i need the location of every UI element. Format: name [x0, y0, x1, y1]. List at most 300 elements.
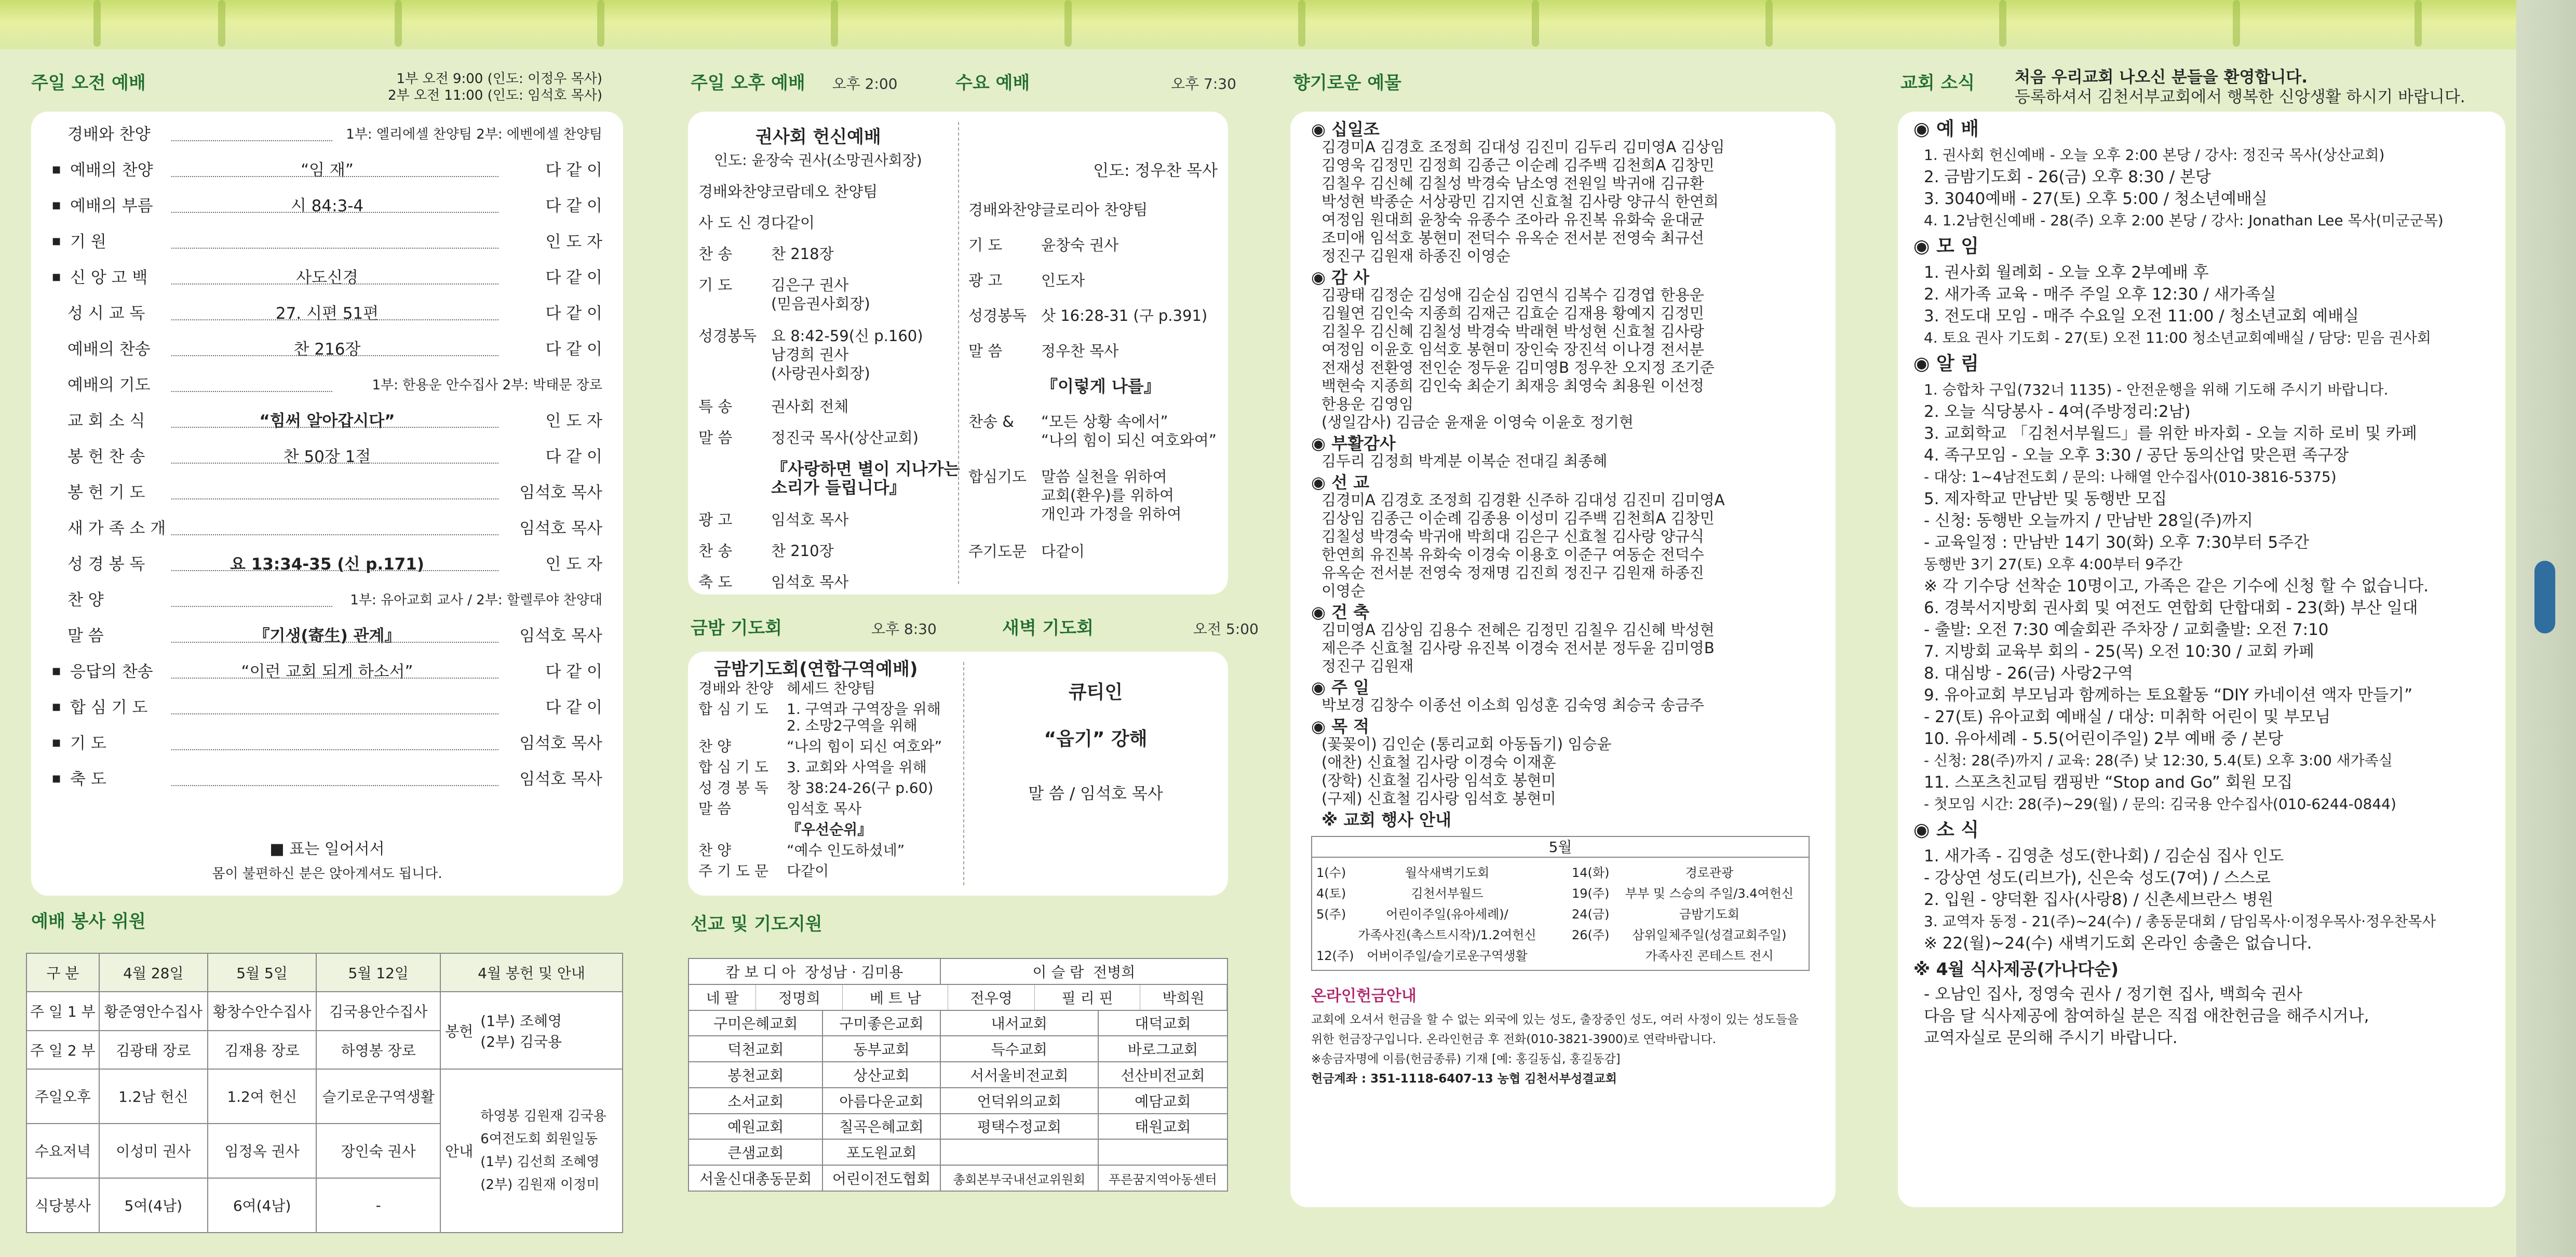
am-row-person: 다 같 이 [545, 448, 602, 466]
friday-row-value: 2. 소망2구역을 위해 [787, 717, 918, 734]
news-item: 6. 경북서지방회 권사회 및 여전도 연합회 단합대회 - 23(화) 부산 일대 [1924, 599, 2418, 617]
service-cell: 주 일 2 부 [26, 1031, 99, 1069]
offering-names: 백현숙 지종희 김인숙 최순기 최재응 최영숙 최용원 이선정 [1321, 377, 1704, 395]
offering-names: 전재성 전환영 전인순 정두윤 김미영B 정우찬 오지정 조기준 [1321, 359, 1715, 376]
events-table [1311, 836, 1810, 971]
friday-card-title: 금밤기도회(연합구역예배) [714, 659, 918, 680]
am-row-person: 다 같 이 [545, 698, 602, 717]
news-item: 1. 새가족 - 김영춘 성도(한나회) / 김순심 집사 인도 [1924, 847, 2284, 866]
wed-row-value: 인도자 [1041, 272, 1085, 289]
service-committee-title: 예배 봉사 위원 [31, 911, 146, 932]
friday-row-label: 성 경 봉 독 [698, 779, 768, 796]
event-name: 월삭새벽기도회 [1405, 866, 1490, 880]
offering-group-title: ◉ 부활감사 [1311, 434, 1396, 453]
dawn-title: 새벽 기도회 오전 5:00 [1002, 618, 1259, 639]
wed-row-value: 삿 16:28-31 (구 p.391) [1041, 307, 1208, 325]
am-row-label: 봉 헌 기 도 [68, 483, 145, 502]
wed-row-value: 글로리아 찬양팀 [1041, 201, 1148, 219]
news-item: 2. 새가족 교육 - 매주 주일 오후 12:30 / 새가족실 [1924, 285, 2276, 304]
dotted-leader [171, 606, 332, 607]
service-header: 5월 5일 [208, 953, 316, 992]
event-name: 김천서부월드 [1411, 886, 1483, 901]
friday-row-label: 합 심 기 도 [698, 700, 768, 718]
offering-names: 김미영A 김상임 김용수 전혜은 김정민 김칠우 김신혜 박성현 [1321, 621, 1715, 639]
mission-cell: 전병희 [1093, 963, 1136, 981]
wed-row-label: 찬송 & [968, 413, 1014, 430]
pm-leader: 인도: 윤장숙 권사(소망권사회장) [714, 152, 922, 169]
wed-row-label: 말 씀 [968, 342, 1003, 360]
dotted-leader [171, 248, 498, 249]
pm-row-value: (믿음권사회장) [771, 295, 870, 313]
mission-cell: 상산교회 [822, 1062, 940, 1088]
dawn-subject: “읍기” 강해 [1044, 728, 1148, 750]
wednesday-title: 수요 예배 오후 7:30 [955, 73, 1236, 93]
am-row-person: 임석호 목사 [519, 734, 602, 753]
mission-cell: 동부교회 [822, 1036, 940, 1062]
offering-names: 유옥순 전서분 전영숙 정재명 김진희 정진구 김원재 하종진 [1321, 564, 1704, 582]
am-row-person: 1부: 엘리에셀 찬양팀 2부: 에벤에셀 찬양팀 [346, 127, 602, 142]
news-item: - 27(토) 유아교회 예배실 / 대상: 미취학 어린이 및 부모님 [1924, 708, 2331, 726]
online-text: 헌금계좌 : 351-1118-6407-13 농협 김천서부성결교회 [1311, 1072, 1617, 1086]
news-section-title: ◉ 소 식 [1913, 819, 1979, 841]
news-item: 10. 유아세례 - 5.5(어린이주일) 2부 예배 중 / 본당 [1924, 729, 2284, 748]
pm-row-value: 임석호 목사 [771, 511, 849, 529]
pm-row-value: 요 8:42-59(신 p.160) [771, 327, 923, 345]
news-item: 동행반 3기 27(토) 오후 4:00부터 9주간 [1924, 556, 2183, 573]
news-item: 3. 전도대 모임 - 매주 수요일 오전 11:00 / 청소년교회 예배실 [1924, 307, 2359, 326]
dotted-leader [171, 391, 332, 392]
am-row-label: ■ 축 도 [52, 769, 106, 792]
divider [958, 122, 959, 584]
service-header: 4월 28일 [99, 953, 208, 992]
mission-cell: 선산비전교회 [1098, 1062, 1228, 1088]
mission-cell: 아름다운교회 [822, 1088, 940, 1114]
event-name: 어버이주일/슬기로운구역생활 [1367, 949, 1528, 963]
service-header: 4월 봉헌 및 안내 [440, 953, 623, 992]
am-row-item: 사도신경 [296, 268, 358, 287]
pm-row-value: 코람데오 찬양팀 [771, 183, 878, 200]
am-row-person: 임석호 목사 [519, 627, 602, 645]
offering-names: 한연희 유진복 유화숙 이경숙 이용호 이준구 여동순 전덕수 [1321, 546, 1704, 563]
am-row-item: 시 84:3-4 [290, 197, 364, 215]
event-date: 24(금) [1572, 907, 1610, 922]
news-item: 2. 오늘 식당봉사 - 4여(주방정리:2남) [1924, 402, 2191, 421]
offering-names: (구제) 신효철 김사랑 임석호 봉현미 [1321, 790, 1556, 807]
mission-cell: 베 트 남 [843, 985, 948, 1010]
online-text: ※송금자명에 이름(헌금종류) 기재 [예: 홍길동십, 홍길동감] [1311, 1052, 1621, 1066]
am-row-person: 인 도 자 [545, 233, 602, 251]
wed-row-label: 기 도 [968, 236, 1003, 254]
am-row-label: ■ 응답의 찬송 [52, 662, 153, 684]
mission-cell: 이 슬 람 [1032, 963, 1084, 981]
am-row-item: “힘써 알아갑시다” [259, 412, 395, 430]
guide-label: 안내 [445, 1143, 474, 1160]
offering-names: 김두리 김정희 박계분 이복순 전대길 최종혜 [1321, 452, 1608, 470]
pm-row-value: 찬 210장 [771, 542, 834, 560]
am-row-label: ■ 예배의 찬양 [52, 160, 153, 183]
am-row-label: 새 가 족 소 개 [68, 519, 166, 538]
news-item: - 교육일정 : 만남반 14기 30(화) 오후 7:30부터 5주간 [1924, 533, 2310, 552]
news-title: 교회 소식 [1900, 73, 1975, 93]
offering-group-title: ◉ 주 일 [1311, 678, 1370, 697]
event-date: 26(주) [1572, 928, 1610, 942]
mission-cell: 대덕교회 [1098, 1010, 1228, 1036]
offering-label: 봉헌 [445, 1022, 474, 1040]
pm-row-label: 광 고 [698, 511, 733, 529]
am-row-person: 임석호 목사 [519, 770, 602, 789]
service-cell: - [316, 1178, 440, 1233]
offering-names: 한용운 김영임 [1321, 395, 1414, 413]
sunday-am-time1: 1부 오전 9:00 (인도: 이정우 목사) [396, 71, 602, 87]
sunday-pm-title: 주일 오후 예배 오후 2:00 [691, 73, 898, 93]
offering-names: 김경미A 김경호 조정희 김대성 김진미 김두리 김미영A 김상임 [1321, 138, 1725, 156]
news-item: - 첫모임 시간: 28(주)~29(월) / 문의: 김국용 안수집사(010-6244-0844) [1924, 795, 2396, 813]
friday-row-value: 창 38:24-26(구 p.60) [787, 779, 934, 796]
am-row-person: 임석호 목사 [519, 483, 602, 502]
dotted-leader [171, 319, 498, 320]
mission-cell: 바로그교회 [1098, 1036, 1228, 1062]
service-cell: 슬기로운구역생활 [316, 1069, 440, 1124]
wed-row-label: 경배와찬양 [968, 201, 1042, 219]
offering-names: 제은주 신효철 김사랑 유진복 이경숙 전서분 정두윤 김미영B [1321, 639, 1715, 657]
service-cell: 김재용 장로 [208, 1031, 316, 1069]
guide-4: (2부) 김원재 이정미 [480, 1177, 600, 1193]
am-row-person: 다 같 이 [545, 663, 602, 681]
am-row-item: 『기생(寄生) 관계』 [253, 627, 401, 645]
service-cell: 식당봉사 [26, 1178, 99, 1233]
service-cell: 이성미 권사 [99, 1124, 208, 1178]
news-item: 4. 토요 권사 기도회 - 27(토) 오전 11:00 청소년교회예배실 / 담당: 믿음 권사회 [1924, 329, 2431, 346]
dotted-leader [171, 463, 498, 464]
am-row-person: 1부: 한용운 안수집사 2부: 박태문 장로 [372, 377, 602, 393]
sunday-am-time2: 2부 오전 11:00 (인도: 임석호 목사) [387, 88, 602, 103]
news-item: 9. 유아교회 부모님과 함께하는 토요활동 “DIY 카네이션 액자 만들기” [1924, 686, 2413, 705]
wed-row-value: 다같이 [1041, 543, 1085, 560]
news-item: 2. 금밤기도회 - 26(금) 오후 8:30 / 본당 [1924, 168, 2211, 186]
offering-names: (애찬) 신효철 김사랑 이경숙 이재훈 [1321, 753, 1556, 771]
mission-table [688, 958, 1228, 1192]
service-cell: 황창수안수집사 [208, 992, 316, 1030]
news-item: - 출발: 오전 7:30 예술회관 주차장 / 교회출발: 오전 7:10 [1924, 620, 2329, 639]
friday-row-label: 찬 양 [698, 738, 731, 755]
offering-2: (2부) 김국용 [480, 1033, 562, 1050]
meal-title: ※ 4월 식사제공(가나다순) [1913, 959, 2119, 979]
news-item: 1. 권사회 헌신예배 - 오늘 오후 2:00 본당 / 강사: 정진국 목사(상산교회) [1924, 146, 2385, 164]
mission-cell: 장성남 · 김미용 [805, 963, 903, 981]
news-item: 2. 입원 - 양덕환 집사(사랑8) / 신촌세브란스 병원 [1924, 890, 2274, 909]
wed-row-value: “나의 힘이 되신 여호와여” [1041, 431, 1217, 449]
pm-row-value: 다같이 [771, 214, 815, 232]
service-cell: 5여(4남) [99, 1178, 208, 1233]
wed-row-value: 개인과 가정을 위하여 [1041, 505, 1182, 523]
event-name: 부부 및 스승의 주일/3.4여헌신 [1625, 886, 1794, 901]
friday-row-value: 헤세드 찬양팀 [787, 680, 876, 697]
news-item: 1. 승합차 구입(732너 1135) - 안전운행을 위해 기도해 주시기 바랍니다. [1924, 381, 2389, 398]
pm-card-title: 권사회 헌신예배 [756, 127, 881, 147]
dotted-leader [171, 212, 498, 213]
friday-row-value: “나의 힘이 되신 여호와” [787, 738, 942, 755]
top-banner [0, 0, 2576, 49]
am-row-item: “이런 교회 되게 하소서” [241, 663, 413, 681]
mission-cell: 푸른꿈지역아동센터 [1098, 1165, 1228, 1191]
pm-row-label: 찬 송 [698, 542, 733, 560]
news-item: 교역자실로 문의해 주시기 바랍니다. [1924, 1029, 2178, 1047]
offering-names: 박성현 박종순 서상광민 김지연 신효철 김사랑 양규식 한연희 [1321, 193, 1719, 210]
am-row-person: 1부: 유아교회 교사 / 2부: 할렐루야 찬양대 [350, 592, 602, 608]
mission-cell: 평택수정교회 [940, 1114, 1098, 1140]
mission-cell: 언덕위의교회 [940, 1088, 1098, 1114]
online-text: 교회에 오셔서 헌금을 할 수 없는 외국에 있는 성도, 출장중인 성도, 여러 사정이 있는 성도들을 [1311, 1013, 1799, 1026]
event-name: 가족사진 콘테스트 전시 [1645, 949, 1774, 963]
mission-cell: 득수교회 [940, 1036, 1098, 1062]
event-name: 경로관광 [1685, 866, 1734, 880]
pm-row-value: 김은구 권사 [771, 276, 849, 294]
friday-row-value: 『우선순위』 [787, 821, 872, 838]
friday-row-label: 주 기 도 문 [698, 862, 768, 880]
am-row-label: 예배의 기도 [68, 376, 151, 395]
offerings-card [1290, 112, 1836, 1207]
friday-row-value: 임석호 목사 [787, 800, 862, 817]
church-logo-icon [2534, 561, 2555, 633]
wed-row-label: 주기도문 [968, 543, 1027, 560]
am-row-person: 다 같 이 [545, 304, 602, 323]
offering-group-title: ◉ 건 축 [1311, 602, 1370, 622]
dotted-leader [171, 785, 498, 786]
news-item: ※ 22(월)~24(수) 새벽기도회 온라인 송출은 없습니다. [1924, 934, 2312, 953]
am-row-person: 다 같 이 [545, 340, 602, 359]
news-item: 다음 달 식사제공에 참여하실 분은 직접 애찬헌금을 해주시거나, [1924, 1007, 2369, 1025]
pm-row-label: 특 송 [698, 398, 733, 415]
mission-cell: 네 팔 [689, 985, 756, 1010]
wed-row-value: 교회(환우)를 위하여 [1041, 486, 1174, 504]
service-header: 구 분 [26, 953, 99, 992]
friday-row-value: 1. 구역과 구역장을 위해 [787, 700, 941, 718]
service-committee-table [26, 953, 623, 1233]
dotted-leader [171, 140, 332, 141]
guide-3: (1부) 김선희 조혜영 [480, 1154, 600, 1170]
am-row-person: 인 도 자 [545, 412, 602, 430]
offering-names: 김월연 김인숙 지종희 김재근 김효순 김재용 황예지 김정민 [1321, 304, 1704, 322]
am-row-item: “임 재” [301, 161, 354, 180]
online-title: 온라인헌금안내 [1311, 987, 1417, 1005]
news-item: 11. 스포츠친교팀 캠핑반 “Stop and Go” 회원 모집 [1924, 773, 2293, 792]
pm-row-value: 남경희 권사 [771, 346, 849, 363]
offering-1: (1부) 조혜영 [480, 1012, 562, 1030]
news-item: 7. 지방회 교육부 회의 - 25(목) 오전 10:30 / 교회 카페 [1924, 642, 2314, 661]
service-cell: 김국용안수집사 [316, 992, 440, 1030]
offering-names: 정진구 김원재 하종진 이영순 [1321, 247, 1510, 265]
service-cell: 주 일 1 부 [26, 992, 99, 1030]
friday-row-label: 경배와 찬양 [698, 680, 774, 697]
sunday-am-order-card [31, 112, 623, 896]
news-item: 1. 권사회 월례회 - 오늘 오후 2부예배 후 [1924, 263, 2209, 282]
pm-row-label: 성경봉독 [698, 327, 757, 345]
am-row-person: 다 같 이 [545, 161, 602, 180]
offering-names: 조미애 임석호 봉현미 전덕수 유옥순 전서분 전영숙 최규선 [1321, 229, 1704, 247]
event-name: 금밤기도회 [1679, 907, 1739, 922]
friday-title: 금밤 기도회 오후 8:30 [691, 618, 937, 639]
offering-group-title: ◉ 목 적 [1311, 717, 1370, 736]
am-row-label: 말 씀 [68, 627, 104, 645]
am-row-person: 다 같 이 [545, 197, 602, 215]
am-row-label: ■ 합 심 기 도 [52, 698, 147, 720]
dotted-leader [171, 498, 498, 499]
dotted-leader [171, 749, 498, 750]
news-section-title: ◉ 예 배 [1913, 118, 1979, 140]
news-item: 3. 3040예배 - 27(토) 오후 5:00 / 청소년예배실 [1924, 190, 2268, 208]
pm-row-label: 찬 송 [698, 245, 733, 263]
mission-cell [940, 1139, 1098, 1165]
service-cell: 수요저녁 [26, 1124, 99, 1178]
sunday-am-section [31, 67, 623, 103]
service-header: 5월 12일 [316, 953, 440, 992]
wed-row-label: 광 고 [968, 272, 1003, 289]
news-item: 4. 1.2남헌신예배 - 28(주) 오후 2:00 본당 / 강사: Jonathan Lee 목사(미군군목) [1924, 212, 2444, 229]
mission-cell: 필 리 핀 [1035, 985, 1140, 1010]
pm-row-value: (사랑권사회장) [771, 364, 870, 382]
offerings-title: 향기로운 예물 [1293, 73, 1401, 93]
service-cell: 주일오후 [26, 1069, 99, 1124]
event-name: 삼위일체주일(성결교회주일) [1632, 928, 1787, 942]
offering-names: 김경미A 김경호 조정희 김경환 신주하 김대성 김진미 김미영A [1321, 491, 1725, 509]
news-card [1898, 112, 2505, 1207]
news-item: 5. 제자학교 만남반 및 동행반 모집 [1924, 490, 2167, 508]
mission-cell: 서울신대총동문회 [689, 1165, 822, 1191]
am-row-label: 성 경 봉 독 [68, 555, 145, 574]
right-edge-strip [2516, 0, 2576, 1257]
event-date: 4(토) [1316, 886, 1346, 901]
am-row-label: 예배의 찬송 [68, 340, 151, 359]
event-date: 1(수) [1316, 866, 1346, 880]
wed-row-label: 성경봉독 [968, 307, 1027, 325]
am-row-label: 찬 양 [68, 591, 104, 610]
dotted-leader [171, 355, 498, 356]
friday-row-label: 찬 양 [698, 842, 731, 859]
welcome-line: 처음 우리교회 나오신 분들을 환영합니다. [2015, 68, 2308, 87]
friday-dawn-card [688, 652, 1228, 896]
service-cell: 1.2여 헌신 [208, 1069, 316, 1124]
event-date: 5(주) [1316, 907, 1346, 922]
news-item: ※ 각 기수당 선착순 10명이고, 가족은 같은 기수에 신청 할 수 없습니다. [1924, 577, 2429, 596]
mission-cell: 구미좋은교회 [822, 1010, 940, 1036]
am-row-label: ■ 기 원 [52, 232, 106, 254]
dawn-title-text: 큐티인 [1068, 682, 1123, 703]
pm-row-value: 찬 218장 [771, 245, 834, 263]
am-row-item: 27. 시편 51편 [275, 304, 379, 323]
offering-names: 정진구 김원재 [1321, 657, 1414, 675]
mission-cell: 덕천교회 [689, 1036, 822, 1062]
friday-row-value: 다같이 [787, 862, 829, 880]
news-item: 8. 대심방 - 26(금) 사랑2구역 [1924, 664, 2134, 683]
service-cell: 6여(4남) [208, 1178, 316, 1233]
mission-cell: 칠곡은혜교회 [822, 1114, 940, 1140]
news-item: 3. 교역자 동정 - 21(주)~24(수) / 총동문대회 / 담임목사·이정우목사·정우찬목사 [1924, 913, 2436, 930]
offering-names: (장학) 신효철 김사랑 임석호 봉현미 [1321, 772, 1556, 789]
seated-note: 몸이 불편하신 분은 앉아계셔도 됩니다. [212, 866, 442, 882]
wed-row-value: 『이렇게 나를』 [1041, 376, 1161, 396]
am-row-label: 성 시 교 독 [68, 304, 145, 323]
mission-cell: 구미은혜교회 [689, 1010, 822, 1036]
am-row-label: 경배와 찬양 [68, 125, 151, 144]
news-section-title: ◉ 모 임 [1913, 236, 1979, 257]
dotted-leader [171, 713, 498, 714]
am-row-label: ■ 예배의 부름 [52, 196, 153, 219]
news-item: 3. 교회학교 「김천서부월드」를 위한 바자회 - 오늘 지하 로비 및 카페 [1924, 424, 2417, 443]
mission-cell: 큰샘교회 [689, 1139, 822, 1165]
offering-group-title: ◉ 십일조 [1311, 119, 1380, 139]
dotted-leader [171, 642, 498, 643]
service-cell: 김광태 장로 [99, 1031, 208, 1069]
dotted-leader [171, 283, 498, 285]
service-cell: 1.2남 헌신 [99, 1069, 208, 1124]
news-item: - 신청: 동행반 오늘까지 / 만남반 28일(주)까지 [1924, 511, 2253, 530]
pm-row-label: 기 도 [698, 276, 733, 294]
wed-row-value: 윤창숙 권사 [1041, 236, 1119, 254]
event-date: 14(화) [1572, 866, 1610, 880]
offering-names: (생일감사) 김금순 윤재윤 이영숙 이윤호 정기현 [1321, 413, 1634, 431]
dawn-speaker: 말 씀 / 임석호 목사 [1028, 785, 1163, 803]
wed-row-label: 합심기도 [968, 468, 1027, 485]
offering-group-title: ◉ 감 사 [1311, 267, 1370, 287]
online-text: 위한 헌금장구입니다. 온라인헌금 후 전화(010-3821-3900)로 연락바랍니다. [1311, 1033, 1716, 1046]
am-row-person: 다 같 이 [545, 268, 602, 287]
pm-row-label: 축 도 [698, 573, 733, 591]
guide-1: 하영봉 김원재 김국용 [480, 1109, 606, 1125]
friday-row-value: 3. 교회와 사역을 위해 [787, 759, 927, 776]
mission-cell: 소서교회 [689, 1088, 822, 1114]
dotted-leader [171, 176, 498, 177]
mission-cell: 어린이전도협회 [822, 1165, 940, 1191]
am-row-item: 찬 50장 1절 [283, 448, 371, 466]
offering-names: 김칠우 김신혜 김칠성 박경숙 남소영 전원일 박귀애 김규환 [1321, 174, 1704, 192]
welcome-sub: 등록하셔서 김천서부교회에서 행복한 신앙생활 하시기 바랍니다. [2015, 88, 2465, 106]
service-cell: 장인숙 권사 [316, 1124, 440, 1178]
service-cell: 황준영안수집사 [99, 992, 208, 1030]
offering-names: 김칠성 박경숙 박귀애 박희대 김은구 신효철 김사랑 양규식 [1321, 528, 1704, 545]
service-cell: 하영봉 장로 [316, 1031, 440, 1069]
am-row-label: ■ 기 도 [52, 734, 106, 756]
mission-cell: 예담교회 [1098, 1088, 1228, 1114]
mission-title: 선교 및 기도지원 [691, 914, 822, 935]
dotted-leader [171, 570, 498, 571]
mission-cell: 태원교회 [1098, 1114, 1228, 1140]
offering-names: 이영순 [1321, 582, 1366, 600]
pm-wed-card [688, 112, 1228, 594]
mission-cell: 포도원교회 [822, 1139, 940, 1165]
offering-names: 박보경 김창수 이종선 이소희 임성훈 김숙영 최승국 송금주 [1321, 696, 1704, 714]
offering-names: (꽃꽂이) 김인순 (통리교회 아동돕기) 임승윤 [1321, 735, 1612, 753]
event-date: 12(주) [1316, 949, 1354, 963]
wed-leader: 인도: 정우찬 목사 [1093, 161, 1218, 180]
offering-names: 여정임 이윤호 임석호 봉현미 장인숙 장진석 이나경 전서분 [1321, 341, 1704, 358]
guide-2: 6여전도회 회원일동 [480, 1131, 598, 1147]
news-item: 4. 족구모임 - 오늘 오후 3:30 / 공단 동의산업 맞은편 족구장 [1924, 446, 2349, 465]
mission-cell: 예원교회 [689, 1114, 822, 1140]
wed-row-value: 말씀 실천을 위하여 [1041, 468, 1167, 485]
events-month: 5월 [1312, 837, 1809, 858]
sunday-am-title: 주일 오전 예배 [31, 73, 146, 93]
am-row-person: 임석호 목사 [519, 519, 602, 538]
am-row-label: 봉 헌 찬 송 [68, 448, 145, 466]
news-item: - 강상연 성도(리브가), 신은숙 성도(7여) / 스스로 [1924, 869, 2271, 887]
offering-names: 김칠우 김신혜 김칠성 박경숙 박래현 박성현 신효철 김사랑 [1321, 322, 1704, 340]
standing-note: ■ 표는 일어서서 [269, 840, 385, 858]
wed-row-value: 정우찬 목사 [1041, 342, 1119, 360]
news-item: - 신청: 28(주)까지 / 교육: 28(주) 낮 12:30, 5.4(토) 오후 3:00 새가족실 [1924, 752, 2393, 769]
news-item: - 오남인 집사, 정영숙 권사 / 정기현 집사, 백희숙 권사 [1924, 985, 2302, 1004]
wed-row-value: “모든 상황 속에서” [1041, 413, 1168, 430]
pm-row-value: 소리가 들립니다』 [771, 478, 906, 497]
